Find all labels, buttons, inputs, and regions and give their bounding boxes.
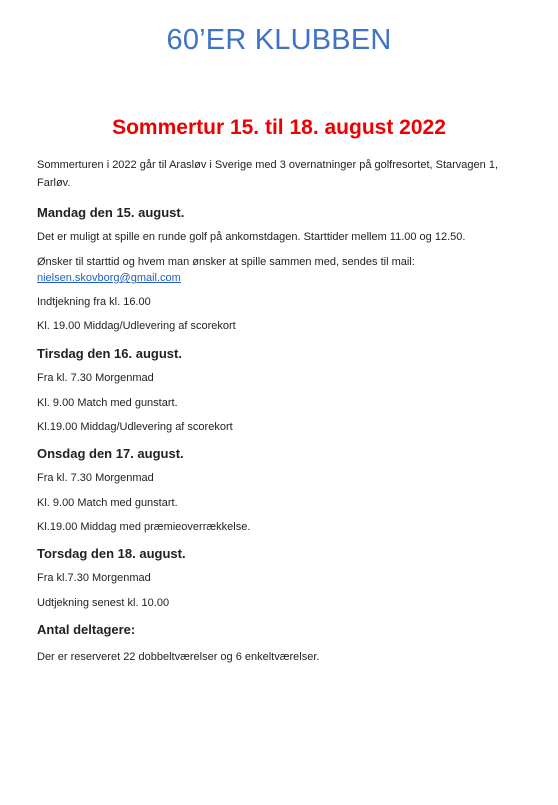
intro-paragraph: Sommerturen i 2022 går til Arasløv i Sverige med 3 overnatninger på golfresortet, Starvagen 1, Farløv. bbox=[37, 159, 499, 189]
tuesday-line-breakfast: Fra kl. 7.30 Morgenmad bbox=[37, 372, 154, 384]
participants-heading: Antal deltagere: bbox=[37, 622, 136, 637]
wednesday-line-match: Kl. 9.00 Match med gunstart. bbox=[37, 497, 178, 509]
tuesday-line-match: Kl. 9.00 Match med gunstart. bbox=[37, 397, 178, 409]
wednesday-line-dinner: Kl.19.00 Middag med præmieoverrækkelse. bbox=[37, 521, 251, 533]
wednesday-line-breakfast: Fra kl. 7.30 Morgenmad bbox=[37, 472, 154, 484]
thursday-line-checkout: Udtjekning senest kl. 10.00 bbox=[37, 597, 170, 609]
tuesday-heading: Tirsdag den 16. august. bbox=[37, 346, 182, 361]
club-title: 60’ER KLUBBEN bbox=[166, 24, 392, 56]
monday-line-wishes: Ønsker til starttid og hvem man ønsker at spille sammen med, sendes til mail: bbox=[37, 256, 415, 268]
participants-line-rooms: Der er reserveret 22 dobbeltværelser og 6 enkeltværelser. bbox=[37, 651, 320, 663]
contact-email-link[interactable]: nielsen.skovborg@gmail.com bbox=[37, 272, 181, 284]
monday-heading: Mandag den 15. august. bbox=[37, 205, 185, 220]
thursday-heading: Torsdag den 18. august. bbox=[37, 546, 186, 561]
monday-line-dinner: Kl. 19.00 Middag/Udlevering af scorekort bbox=[37, 320, 236, 332]
wednesday-heading: Onsdag den 17. august. bbox=[37, 446, 184, 461]
monday-line-golf: Det er muligt at spille en runde golf på ankomstdagen. Starttider mellem 11.00 og 12.50. bbox=[37, 231, 466, 243]
tuesday-line-dinner: Kl.19.00 Middag/Udlevering af scorekort bbox=[37, 421, 233, 433]
trip-title: Sommertur 15. til 18. august 2022 bbox=[112, 116, 446, 139]
monday-line-checkin: Indtjekning fra kl. 16.00 bbox=[37, 296, 151, 308]
thursday-line-breakfast: Fra kl.7.30 Morgenmad bbox=[37, 572, 151, 584]
